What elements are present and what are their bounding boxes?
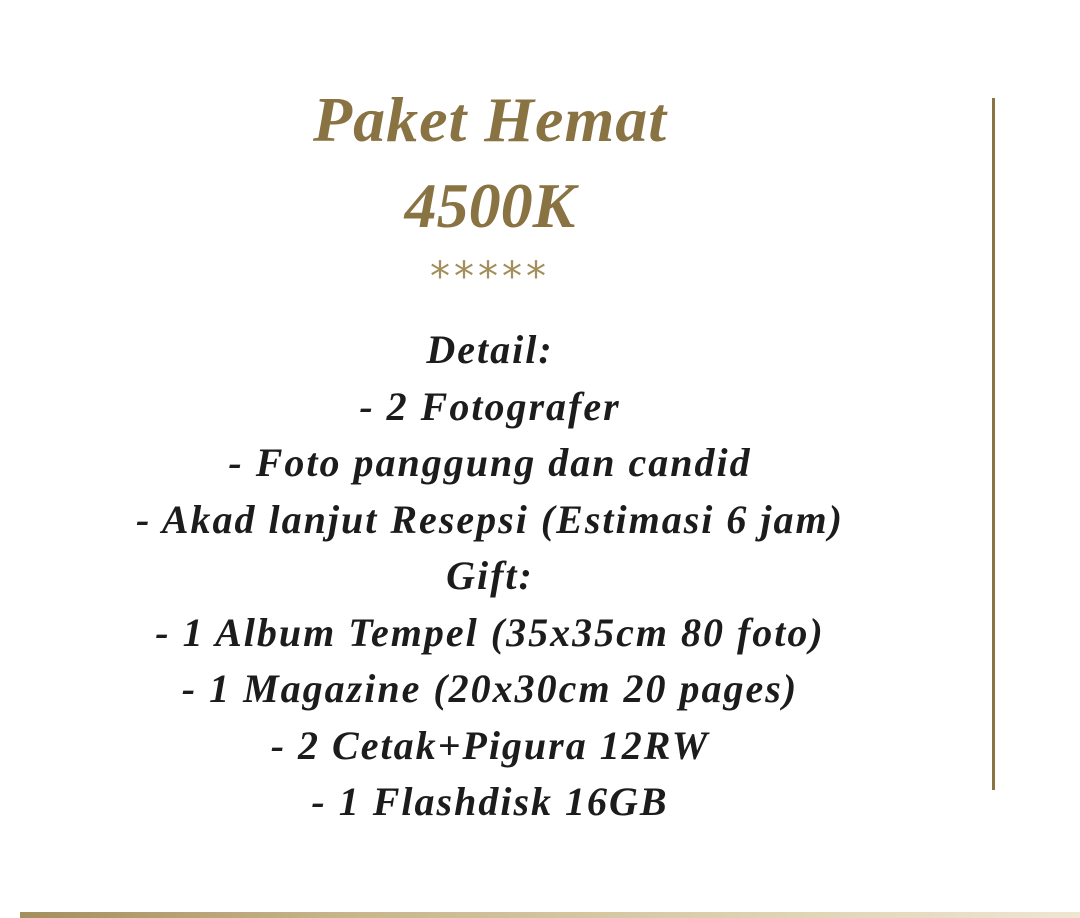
bottom-decorative-strip [20, 912, 1080, 918]
gift-heading: Gift: [446, 553, 534, 598]
package-details [0, 322, 980, 831]
details-heading: Detail: [426, 327, 554, 372]
detail-item: - Foto panggung dan candid [228, 440, 752, 485]
gift-item: - 2 Cetak+Pigura 12RW [270, 722, 710, 768]
gift-item: - 1 Flashdisk 16GB [311, 779, 669, 824]
detail-item: - 2 Fotografer [359, 383, 621, 429]
detail-item: - Akad lanjut Resepsi (Estimasi 6 jam) [136, 496, 844, 542]
package-title: Paket Hemat [312, 84, 668, 155]
rating-stars: ***** [430, 254, 550, 300]
vertical-divider [992, 98, 995, 790]
gift-item: - 1 Album Tempel (35x35cm 80 foto) [155, 609, 825, 655]
package-price: 4500K [404, 170, 576, 241]
gift-item: - 1 Magazine (20x30cm 20 pages) [181, 666, 799, 711]
